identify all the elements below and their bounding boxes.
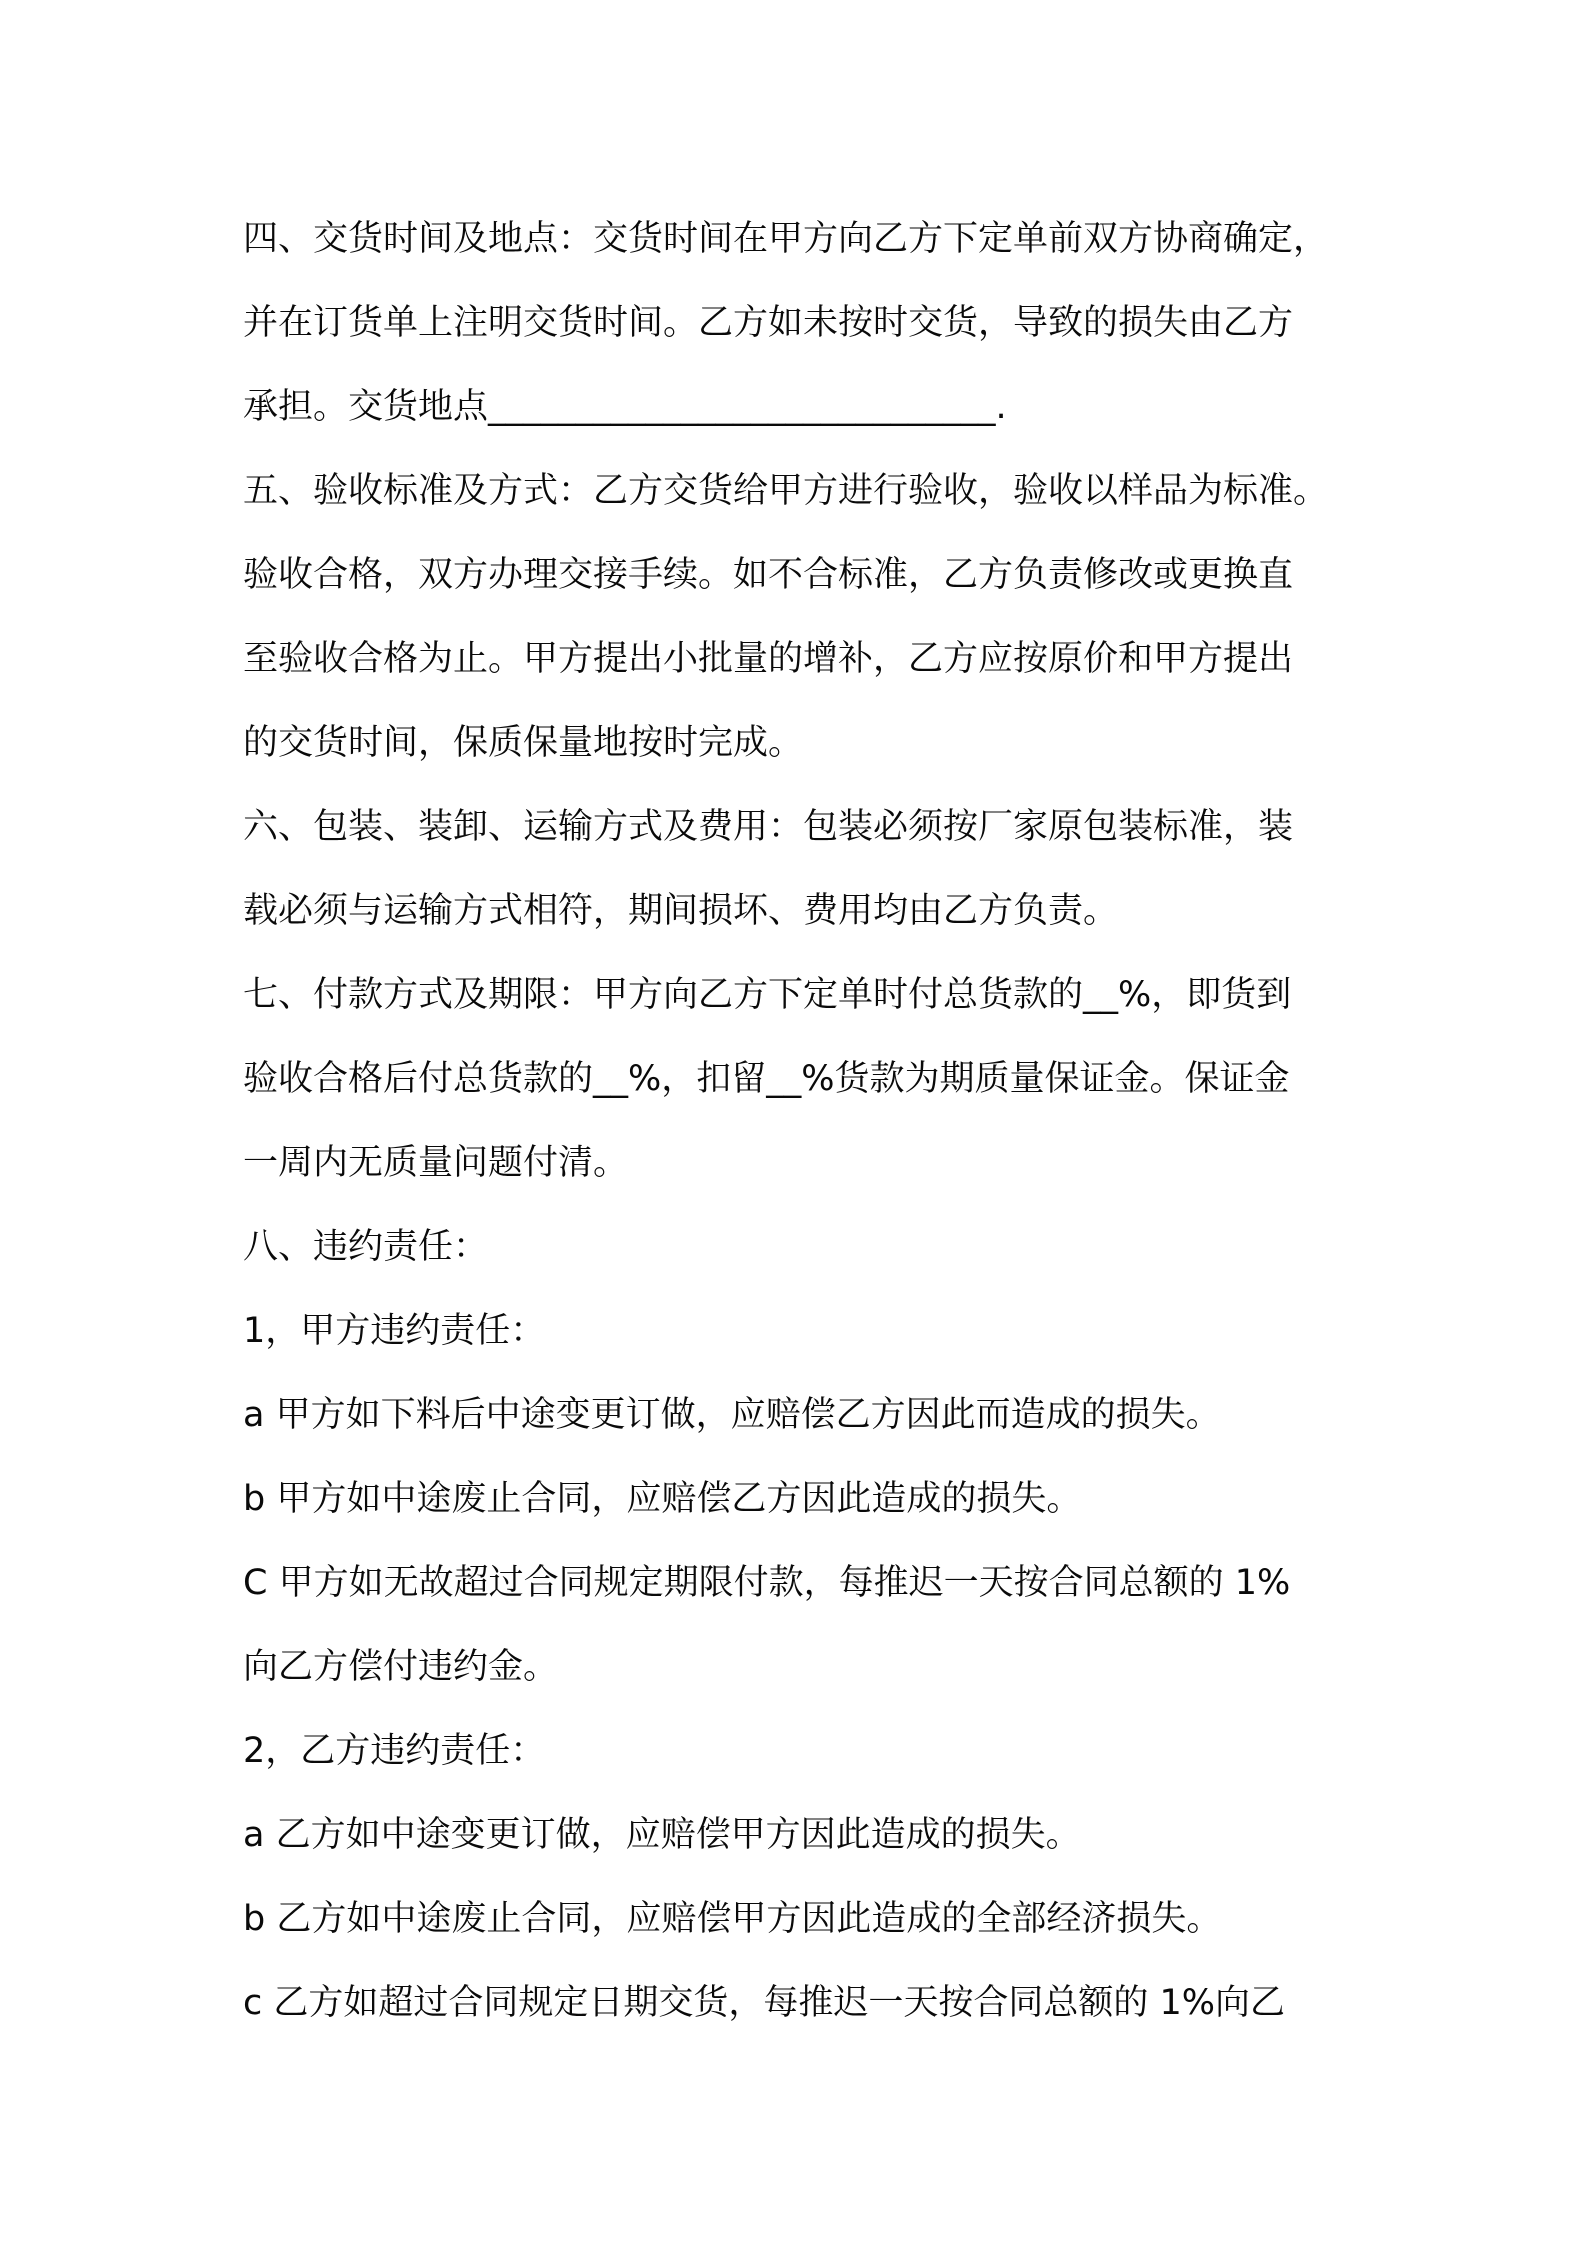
clause-5-line-4: 的交货时间，保质保量地按时完成。 bbox=[243, 723, 804, 763]
party-a-item-c-line-2: 向乙方偿付违约金。 bbox=[243, 1647, 559, 1687]
party-b-liability-heading: 2，乙方违约责任： bbox=[243, 1731, 546, 1771]
clause-5-line-1: 五、验收标准及方式：乙方交货给甲方进行验收，验收以样品为标准。 bbox=[243, 471, 1329, 511]
party-a-item-a: a 甲方如下料后中途变更订做，应赔偿乙方因此而造成的损失。 bbox=[243, 1395, 1221, 1435]
party-a-item-c-line-1: C 甲方如无故超过合同规定期限付款，每推迟一天按合同总额的 1% bbox=[243, 1563, 1291, 1603]
party-a-liability-heading: 1，甲方违约责任： bbox=[243, 1311, 546, 1351]
party-a-item-b: b 甲方如中途废止合同，应赔偿乙方因此造成的损失。 bbox=[243, 1479, 1082, 1519]
clause-5-line-2: 验收合格，双方办理交接手续。如不合标准，乙方负责修改或更换直 bbox=[243, 555, 1294, 595]
clause-6-line-2: 载必须与运输方式相符，期间损坏、费用均由乙方负责。 bbox=[243, 891, 1119, 931]
party-b-item-c-line-1: c 乙方如超过合同规定日期交货，每推迟一天按合同总额的 1%向乙 bbox=[243, 1983, 1286, 2023]
party-b-item-b: b 乙方如中途废止合同，应赔偿甲方因此造成的全部经济损失。 bbox=[243, 1899, 1222, 1939]
clause-7-line-2: 验收合格后付总货款的__%，扣留__%货款为期质量保证金。保证金 bbox=[243, 1059, 1290, 1099]
clause-4-line-2: 并在订货单上注明交货时间。乙方如未按时交货，导致的损失由乙方 bbox=[243, 303, 1294, 343]
party-b-item-a: a 乙方如中途变更订做，应赔偿甲方因此造成的损失。 bbox=[243, 1815, 1081, 1855]
clause-7-line-1: 七、付款方式及期限：甲方向乙方下定单时付总货款的__%，即货到 bbox=[243, 975, 1292, 1015]
clause-4-line-1: 四、交货时间及地点：交货时间在甲方向乙方下定单前双方协商确定， bbox=[243, 219, 1329, 259]
clause-8-heading: 八、违约责任： bbox=[243, 1227, 489, 1267]
clause-7-line-3: 一周内无质量问题付清。 bbox=[243, 1143, 629, 1183]
clause-5-line-3: 至验收合格为止。甲方提出小批量的增补，乙方应按原价和甲方提出 bbox=[243, 639, 1294, 679]
contract-body bbox=[243, 197, 1363, 2045]
clause-4-line-3: 承担。交货地点_____________________________. bbox=[243, 387, 1007, 427]
clause-6-line-1: 六、包装、装卸、运输方式及费用：包装必须按厂家原包装标准，装 bbox=[243, 807, 1294, 847]
